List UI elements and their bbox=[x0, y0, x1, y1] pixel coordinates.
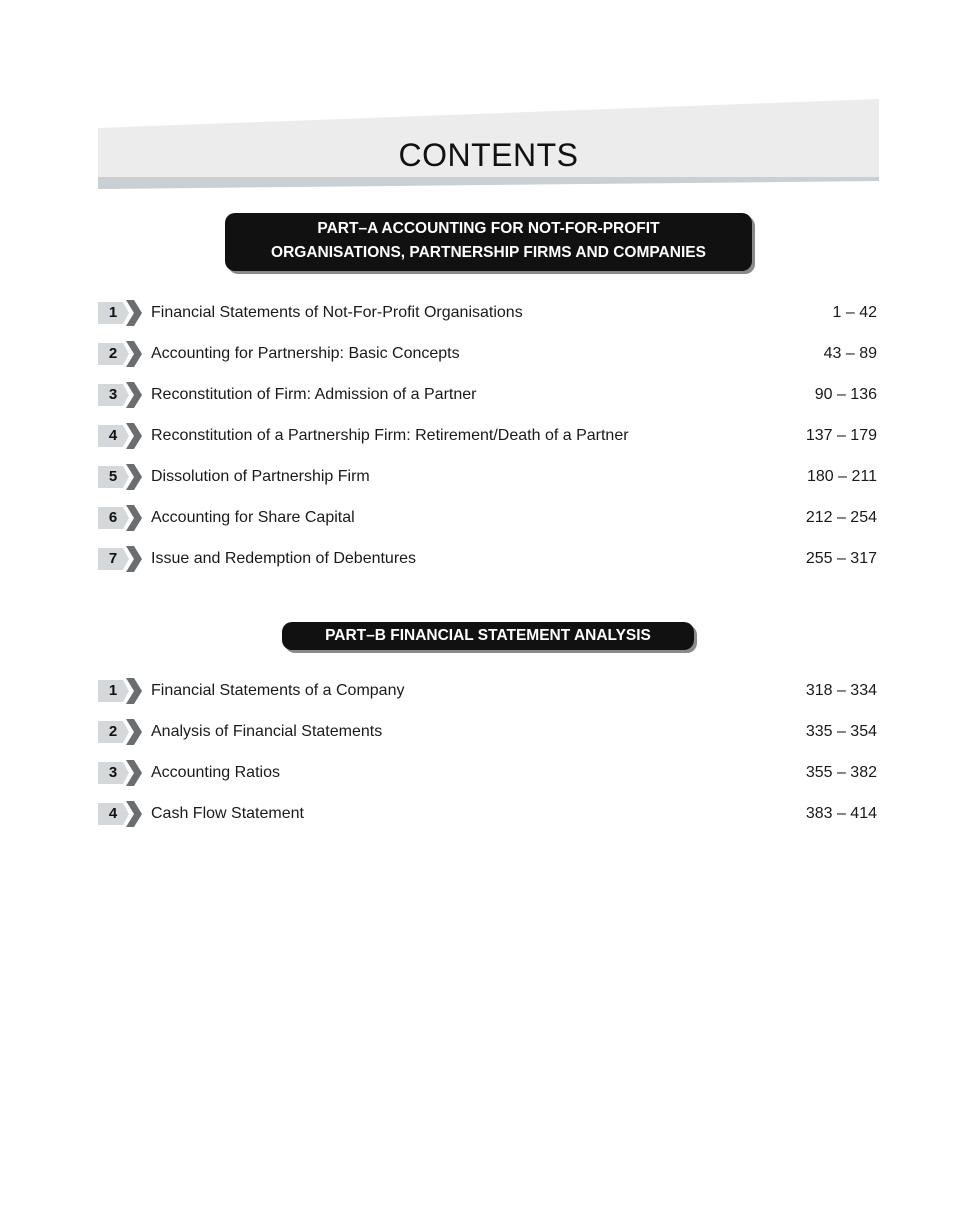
toc-row[interactable] bbox=[98, 544, 879, 585]
part-a-heading-line1: PART–A ACCOUNTING FOR NOT-FOR-PROFIT bbox=[317, 220, 660, 237]
chapter-title[interactable]: Accounting Ratios bbox=[151, 764, 280, 781]
chapter-number-badge bbox=[98, 423, 142, 449]
chapter-number-badge bbox=[98, 760, 142, 786]
chapter-title[interactable]: Accounting for Partnership: Basic Concepts bbox=[151, 345, 460, 362]
toc-row[interactable] bbox=[98, 503, 879, 544]
chapter-title[interactable]: Issue and Redemption of Debentures bbox=[151, 550, 417, 567]
chapter-pages: 90 – 136 bbox=[814, 386, 877, 403]
chapter-pages: 43 – 89 bbox=[823, 345, 877, 362]
toc-row[interactable] bbox=[98, 758, 879, 799]
chapter-number-badge bbox=[98, 341, 142, 367]
chapter-pages: 355 – 382 bbox=[805, 764, 877, 781]
part-b-chapter-list bbox=[98, 676, 879, 840]
chapter-number-badge bbox=[98, 801, 142, 827]
chapter-title[interactable]: Reconstitution of Firm: Admission of a Partner bbox=[151, 386, 477, 403]
chapter-pages: 137 – 179 bbox=[805, 427, 877, 444]
chapter-number-badge bbox=[98, 678, 142, 704]
chapter-pages: 180 – 211 bbox=[807, 468, 877, 485]
toc-row[interactable] bbox=[98, 799, 879, 840]
toc-row[interactable] bbox=[98, 339, 879, 380]
chapter-number: 2 bbox=[108, 345, 118, 362]
chapter-number-badge bbox=[98, 300, 142, 326]
chapter-pages: 212 – 254 bbox=[805, 509, 877, 526]
chapter-number-badge bbox=[98, 719, 142, 745]
chapter-number: 6 bbox=[108, 509, 118, 526]
chapter-number: 7 bbox=[108, 550, 118, 567]
chapter-number: 4 bbox=[108, 427, 118, 444]
chapter-number-badge bbox=[98, 464, 142, 490]
chapter-title[interactable]: Reconstitution of a Partnership Firm: Retirement/Death of a Partner bbox=[151, 427, 629, 444]
chapter-title[interactable]: Cash Flow Statement bbox=[151, 805, 304, 822]
chapter-title[interactable]: Financial Statements of a Company bbox=[151, 682, 405, 699]
chapter-pages: 318 – 334 bbox=[805, 682, 877, 699]
chapter-pages: 255 – 317 bbox=[805, 550, 877, 567]
part-a-heading bbox=[225, 213, 752, 271]
toc-row[interactable] bbox=[98, 421, 879, 462]
chapter-number: 5 bbox=[108, 468, 118, 485]
toc-row[interactable] bbox=[98, 380, 879, 421]
chapter-number-badge bbox=[98, 505, 142, 531]
chapter-pages: 1 – 42 bbox=[832, 304, 877, 321]
toc-row[interactable] bbox=[98, 717, 879, 758]
toc-row[interactable] bbox=[98, 462, 879, 503]
toc-row[interactable] bbox=[98, 298, 879, 339]
contents-banner bbox=[98, 99, 879, 189]
chapter-title[interactable]: Financial Statements of Not-For-Profit Organisations bbox=[151, 304, 523, 321]
chapter-title[interactable]: Dissolution of Partnership Firm bbox=[151, 468, 370, 485]
chapter-number: 4 bbox=[108, 805, 118, 822]
chapter-number: 1 bbox=[108, 682, 118, 699]
chapter-pages: 335 – 354 bbox=[805, 723, 877, 740]
chapter-number: 3 bbox=[108, 386, 118, 403]
chapter-number: 2 bbox=[108, 723, 118, 740]
page-title: CONTENTS bbox=[398, 137, 579, 173]
part-a-chapter-list bbox=[98, 298, 879, 585]
chapter-number: 1 bbox=[108, 304, 118, 321]
chapter-title[interactable]: Accounting for Share Capital bbox=[151, 509, 355, 526]
chapter-number-badge bbox=[98, 382, 142, 408]
part-b-heading-text: PART–B FINANCIAL STATEMENT ANALYSIS bbox=[325, 627, 651, 644]
chapter-title[interactable]: Analysis of Financial Statements bbox=[151, 723, 383, 740]
chapter-number-badge bbox=[98, 546, 142, 572]
part-a-heading-line2: ORGANISATIONS, PARTNERSHIP FIRMS AND COMPANIES bbox=[271, 244, 706, 261]
chapter-number: 3 bbox=[108, 764, 118, 781]
part-b-heading bbox=[282, 622, 694, 650]
toc-row[interactable] bbox=[98, 676, 879, 717]
chapter-pages: 383 – 414 bbox=[805, 805, 877, 822]
